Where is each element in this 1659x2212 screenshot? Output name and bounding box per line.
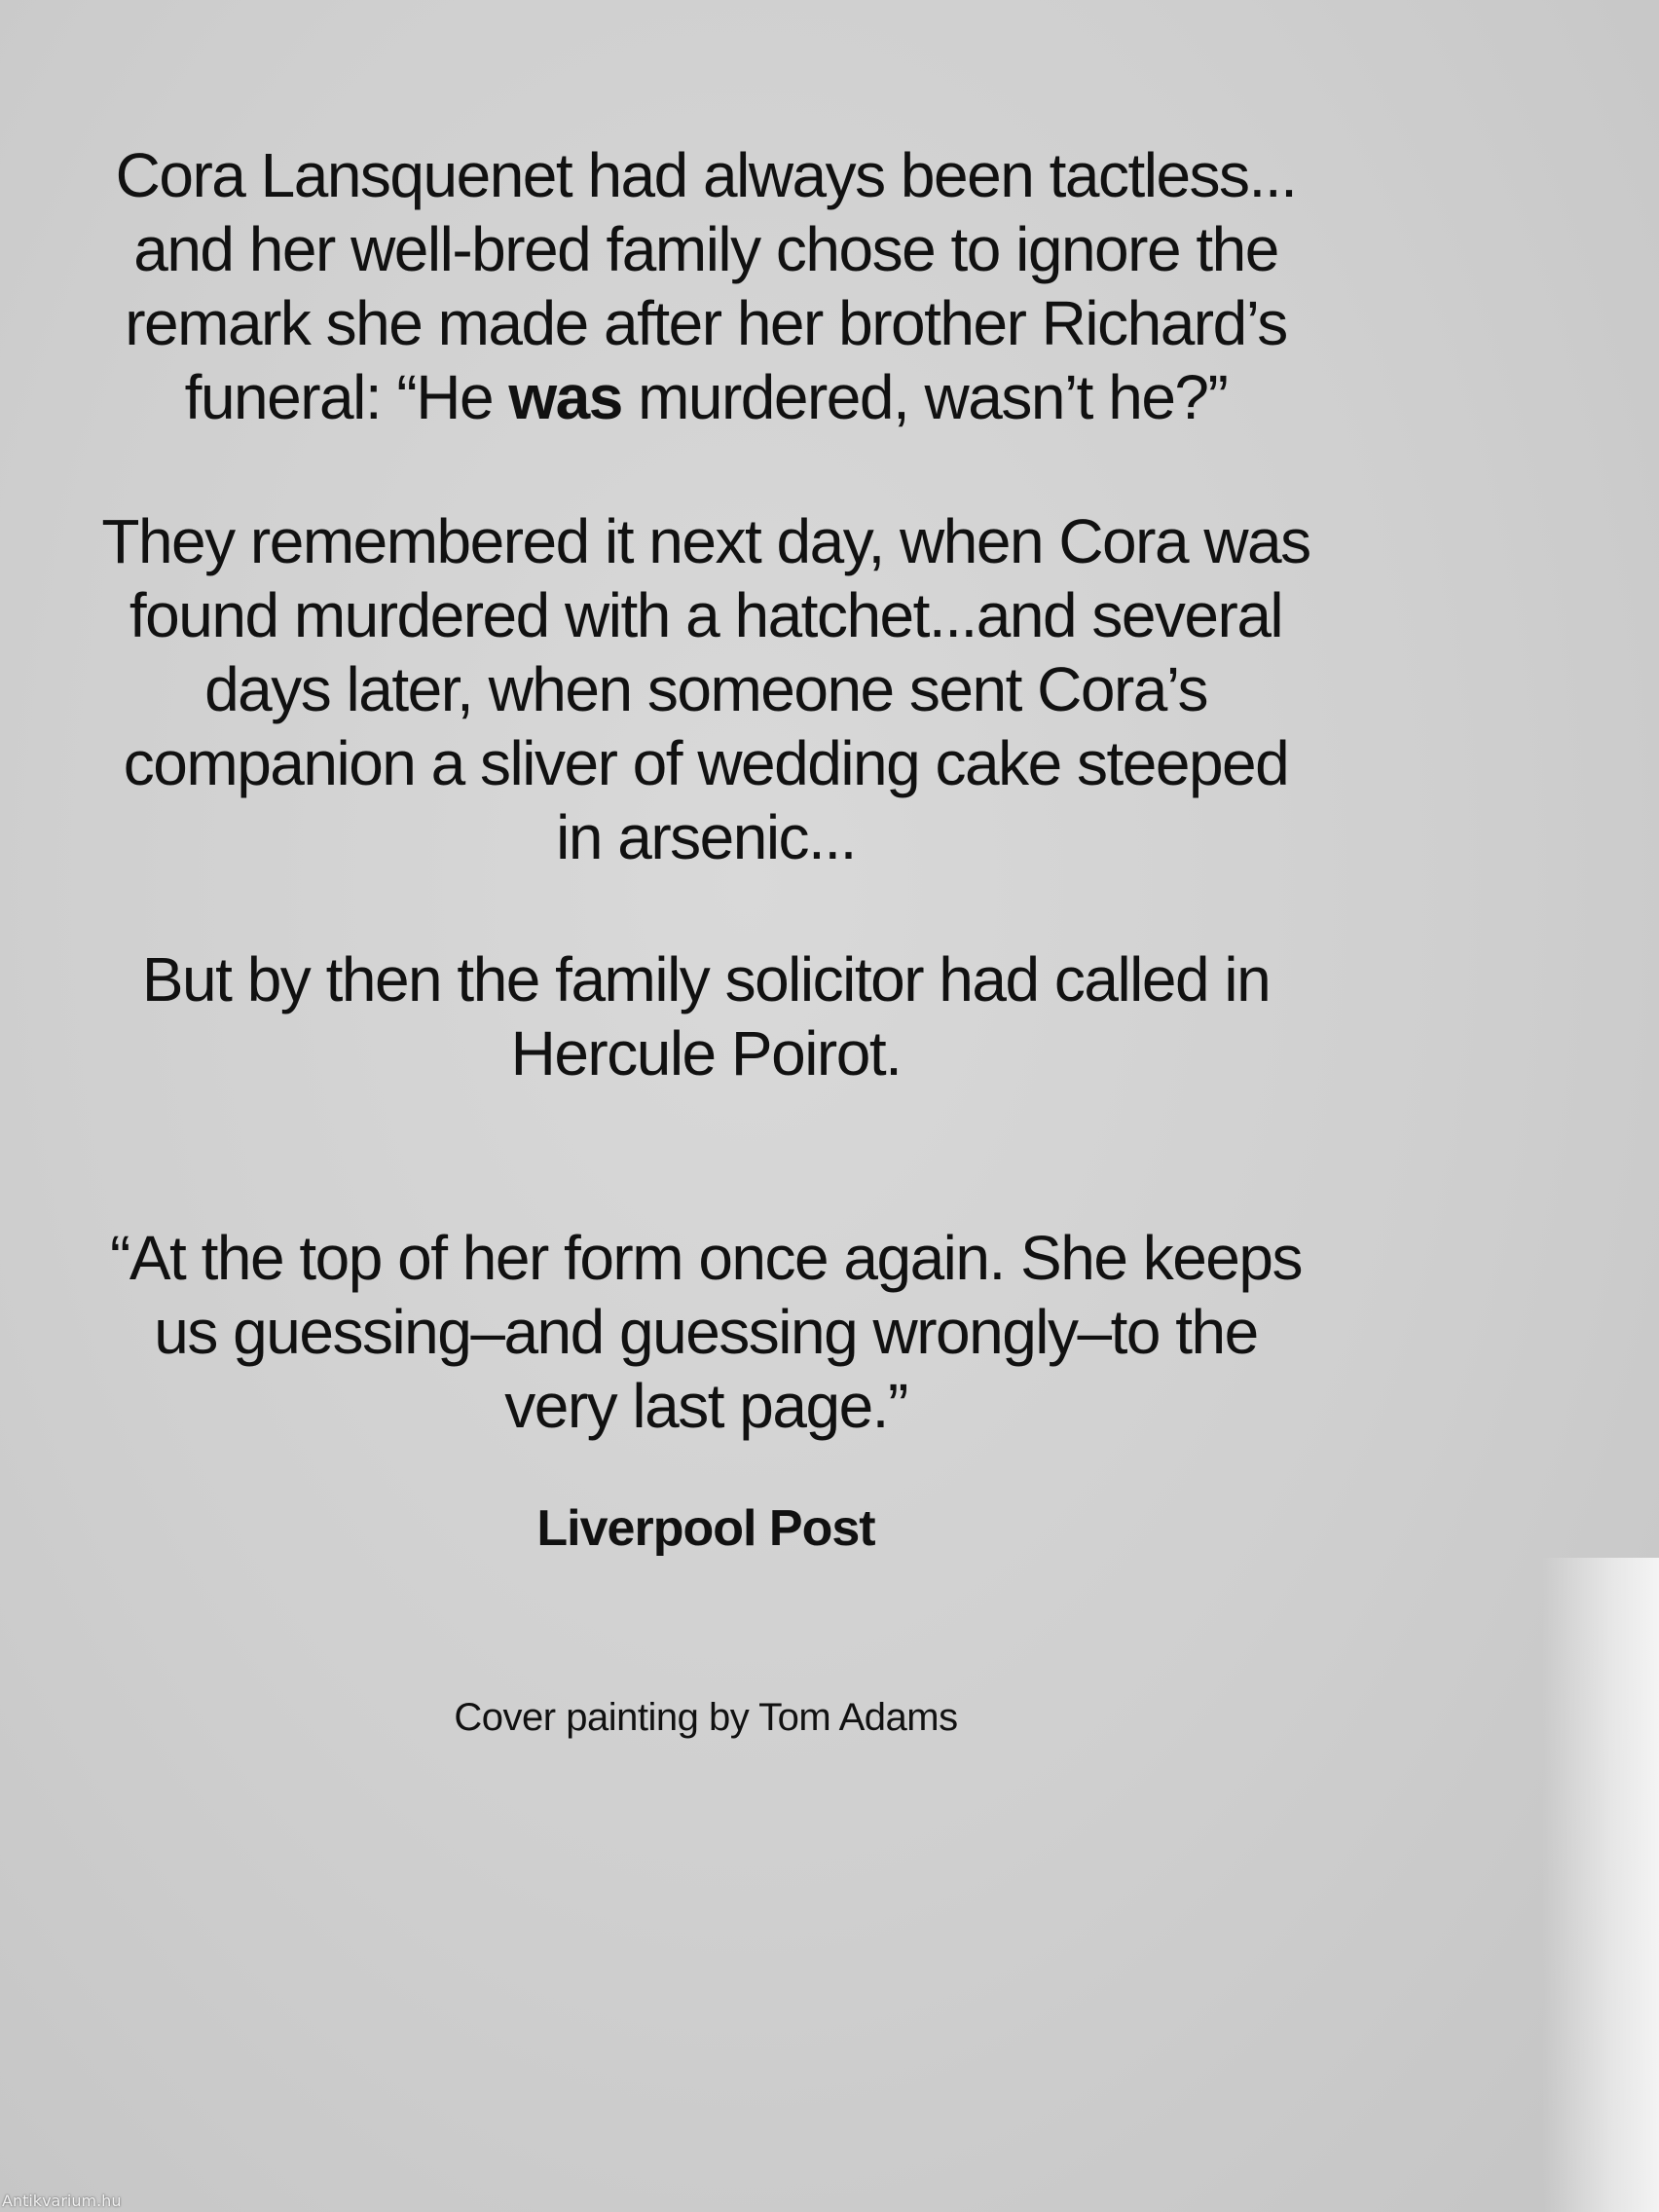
blurb-text: murdered, wasn’t he?” bbox=[621, 362, 1228, 432]
blurb-line: days later, when someone sent Cora’s bbox=[204, 654, 1207, 724]
blurb-paragraph-2 bbox=[19, 504, 1392, 874]
blurb-line bbox=[19, 360, 1392, 434]
watermark: Antikvarium.hu bbox=[2, 2192, 122, 2210]
blurb-text: funeral: “He bbox=[184, 362, 509, 432]
blurb-line: remark she made after her brother Richard’s bbox=[125, 288, 1287, 358]
quote-line: “At the top of her form once again. She keeps bbox=[110, 1223, 1302, 1293]
blurb-line: But by then the family solicitor had called in bbox=[141, 944, 1271, 1014]
cover-credit: Cover painting by Tom Adams bbox=[454, 1696, 958, 1739]
blurb-line: in arsenic... bbox=[556, 802, 856, 872]
blurb-line: They remembered it next day, when Cora was bbox=[101, 506, 1310, 576]
blurb-paragraph-1 bbox=[19, 138, 1392, 434]
blurb-paragraph-3 bbox=[19, 942, 1392, 1090]
blurb-line: Hercule Poirot. bbox=[510, 1018, 902, 1088]
glare-highlight bbox=[1542, 1558, 1659, 2212]
blurb-line: Cora Lansquenet had always been tactless... bbox=[115, 140, 1297, 210]
quote-line: very last page.” bbox=[504, 1371, 907, 1441]
emphasis-text: was bbox=[508, 362, 622, 432]
blurb-line: and her well-bred family chose to ignore the bbox=[133, 214, 1278, 284]
review-source: Liverpool Post bbox=[536, 1500, 875, 1557]
review-quote bbox=[19, 1221, 1392, 1443]
blurb-line: companion a sliver of wedding cake steeped bbox=[123, 728, 1289, 798]
blurb-line: found murdered with a hatchet...and several bbox=[129, 580, 1283, 650]
quote-line: us guessing–and guessing wrongly–to the bbox=[154, 1297, 1258, 1367]
